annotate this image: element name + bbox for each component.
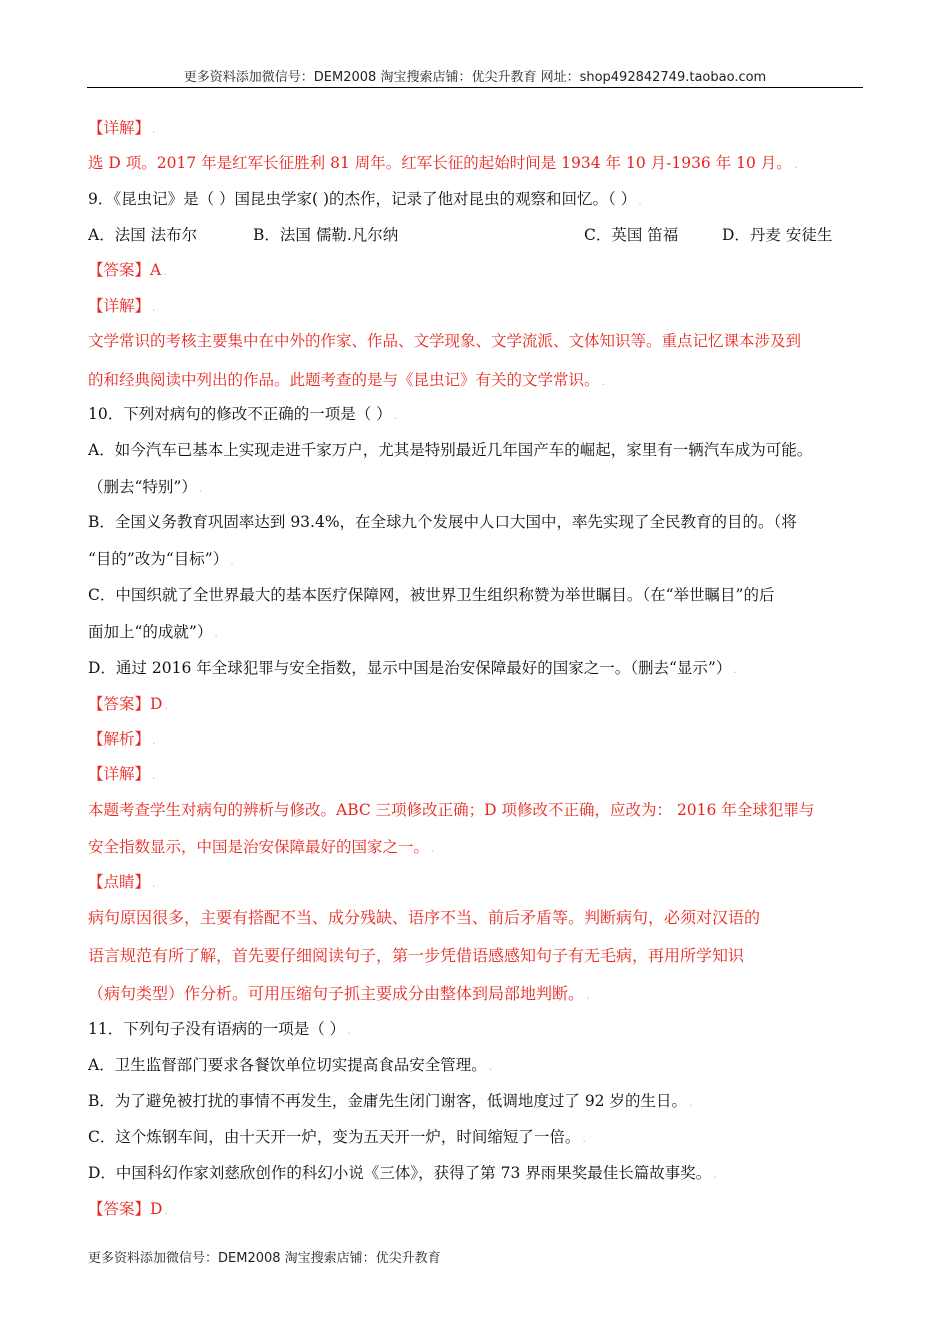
answer-value: A bbox=[150, 261, 162, 279]
q10-answer: 【答案】D . bbox=[88, 695, 168, 713]
q10-point-line-2: 语言规范有所了解，首先要仔细阅读句子，第一步凭借语感感知句子有无毛病，再用所学知识 bbox=[88, 946, 745, 965]
q9-option-a: A．法国 法布尔 bbox=[88, 226, 198, 244]
q10-option-b-line-1: B．全国义务教育巩固率达到 93.4%，在全球九个发展中人口大国中，率先实现了全民教育的目的。（将 bbox=[88, 513, 797, 531]
q10-point-line-3-text: （病句类型）作分析。可用压缩句子抓主要成分由整体到局部地判断。 bbox=[88, 984, 585, 1003]
detail-tag: 【详解】 bbox=[88, 119, 151, 137]
answer-value: D bbox=[150, 695, 163, 713]
detail-tag: 【详解】 bbox=[88, 297, 151, 315]
q10-option-d: D．通过 2016 年全球犯罪与安全指数，显示中国是治安保障最好的国家之一。（删去“显示”） . bbox=[88, 659, 737, 677]
answer-tag: 【答案】 bbox=[88, 695, 151, 713]
q10-detail-heading: 【详解】 . bbox=[88, 765, 156, 783]
q10-stem-text: 10．下列对病句的修改不正确的一项是（ ） bbox=[88, 405, 392, 423]
q9-detail-line-1: 文学常识的考核主要集中在中外的作家、作品、文学现象、文学流派、文体知识等。重点记忆课本涉及到 bbox=[88, 332, 802, 350]
header-divider bbox=[87, 87, 863, 88]
answer-value: D bbox=[150, 1200, 163, 1218]
q8-detail-heading: 【详解】 . bbox=[88, 119, 156, 137]
q10-stem: 10．下列对病句的修改不正确的一项是（ ） . bbox=[88, 405, 398, 423]
q9-stem: 9．《昆虫记》是（ ）国昆虫学家( )的杰作，记录了他对昆虫的观察和回忆。（ ） . bbox=[88, 190, 642, 208]
q11-option-b: B．为了避免被打扰的事情不再发生，金庸先生闭门谢客，低调地度过了 92 岁的生日。 . bbox=[88, 1092, 693, 1110]
q10-option-b-note: “目的”改为“目标”） bbox=[88, 550, 229, 568]
q10-point-line-1: 病句原因很多，主要有搭配不当、成分残缺、语序不当、前后矛盾等。判断病句，必须对汉语的 bbox=[88, 908, 761, 927]
q10-option-c-line-2: 面加上“的成就”） . bbox=[88, 623, 218, 641]
q9-answer: 【答案】A . bbox=[88, 261, 167, 279]
q11-option-a-text: A．卫生监督部门要求各餐饮单位切实提高食品安全管理。 bbox=[88, 1056, 487, 1074]
q10-detail-line-2: 安全指数显示，中国是治安保障最好的国家之一。 . bbox=[88, 838, 435, 856]
q9-option-b: B．法国 儒勒.凡尔纳 bbox=[253, 226, 399, 244]
q10-option-a-line-1: A．如今汽车已基本上实现走进千家万户，尤其是特别最近几年国产车的崛起，家里有一辆汽车成为可能。 bbox=[88, 441, 813, 459]
q8-detail-body: 选 D 项。2017 年是红军长征胜利 81 周年。红军长征的起始时间是 1934 年 10 月-1936 年 10 月。 bbox=[88, 154, 792, 172]
q10-option-a-line-2: （删去“特别”） . bbox=[88, 478, 203, 496]
point-tag: 【点睛】 bbox=[88, 873, 151, 891]
q10-option-c-line-1: C．中国织就了全世界最大的基本医疗保障网，被世界卫生组织称赞为举世瞩目。（在“举世瞩目”的后 bbox=[88, 586, 775, 604]
q10-point-heading: 【点睛】 . bbox=[88, 873, 156, 891]
q9-detail-line-2: 的和经典阅读中列出的作品。此题考查的是与《昆虫记》有关的文学常识。 . bbox=[88, 371, 606, 389]
page-footer: 更多资料添加微信号：DEM2008 淘宝搜索店铺：优尖升教育 bbox=[88, 1251, 441, 1266]
q11-option-a: A．卫生监督部门要求各餐饮单位切实提高食品安全管理。 . bbox=[88, 1056, 493, 1074]
q9-detail-line-2-text: 的和经典阅读中列出的作品。此题考查的是与《昆虫记》有关的文学常识。 bbox=[88, 371, 600, 389]
q11-option-c-text: C．这个炼钢车间，由十天开一炉，变为五天开一炉，时间缩短了一倍。 bbox=[88, 1128, 581, 1146]
q11-option-b-text: B．为了避免被打扰的事情不再发生，金庸先生闭门谢客，低调地度过了 92 岁的生日。 bbox=[88, 1092, 687, 1110]
q10-option-d-text: D．通过 2016 年全球犯罪与安全指数，显示中国是治安保障最好的国家之一。（删去“显示”） bbox=[88, 659, 732, 677]
q10-point-line-3: （病句类型）作分析。可用压缩句子抓主要成分由整体到局部地判断。 . bbox=[88, 984, 590, 1003]
q10-option-b-line-2: “目的”改为“目标”） . bbox=[88, 550, 234, 568]
q9-option-c: C．英国 笛福 bbox=[584, 226, 679, 244]
q10-option-c-note: 面加上“的成就”） bbox=[88, 623, 213, 641]
q11-stem: 11．下列句子没有语病的一项是（ ） . bbox=[88, 1020, 351, 1038]
answer-tag: 【答案】 bbox=[88, 1200, 151, 1218]
q9-detail-heading: 【详解】 . bbox=[88, 297, 156, 315]
q9-stem-text: 9．《昆虫记》是（ ）国昆虫学家( )的杰作，记录了他对昆虫的观察和回忆。（ ） bbox=[88, 190, 637, 208]
q8-detail-text: 选 D 项。2017 年是红军长征胜利 81 周年。红军长征的起始时间是 1934 年 10 月-1936 年 10 月。 . bbox=[88, 154, 798, 172]
page-header: 更多资料添加微信号：DEM2008 淘宝搜索店铺：优尖升教育 网址：shop492842749.taobao.com bbox=[183, 70, 767, 85]
q11-option-d: D．中国科幻作家刘慈欣创作的科幻小说《三体》，获得了第 73 界雨果奖最佳长篇故事奖。 . bbox=[88, 1164, 717, 1182]
q10-detail-line-2-text: 安全指数显示，中国是治安保障最好的国家之一。 bbox=[88, 838, 430, 856]
q11-option-d-text: D．中国科幻作家刘慈欣创作的科幻小说《三体》，获得了第 73 界雨果奖最佳长篇故事奖。 bbox=[88, 1164, 712, 1182]
q9-option-d: D．丹麦 安徒生 bbox=[722, 226, 833, 244]
q10-analysis-heading: 【解析】 . bbox=[88, 730, 156, 748]
q11-answer: 【答案】D . bbox=[88, 1200, 168, 1218]
q10-detail-line-1: 本题考查学生对病句的辨析与修改。ABC 三项修改正确；D 项修改不正确，应改为： 2016 年全球犯罪与 bbox=[88, 801, 815, 819]
q11-stem-text: 11．下列句子没有语病的一项是（ ） bbox=[88, 1020, 346, 1038]
q10-option-a-note: （删去“特别”） bbox=[88, 478, 197, 496]
q11-option-c: C．这个炼钢车间，由十天开一炉，变为五天开一炉，时间缩短了一倍。 . bbox=[88, 1128, 586, 1146]
detail-tag: 【详解】 bbox=[88, 765, 151, 783]
analysis-tag: 【解析】 bbox=[88, 730, 151, 748]
answer-tag: 【答案】 bbox=[88, 261, 151, 279]
